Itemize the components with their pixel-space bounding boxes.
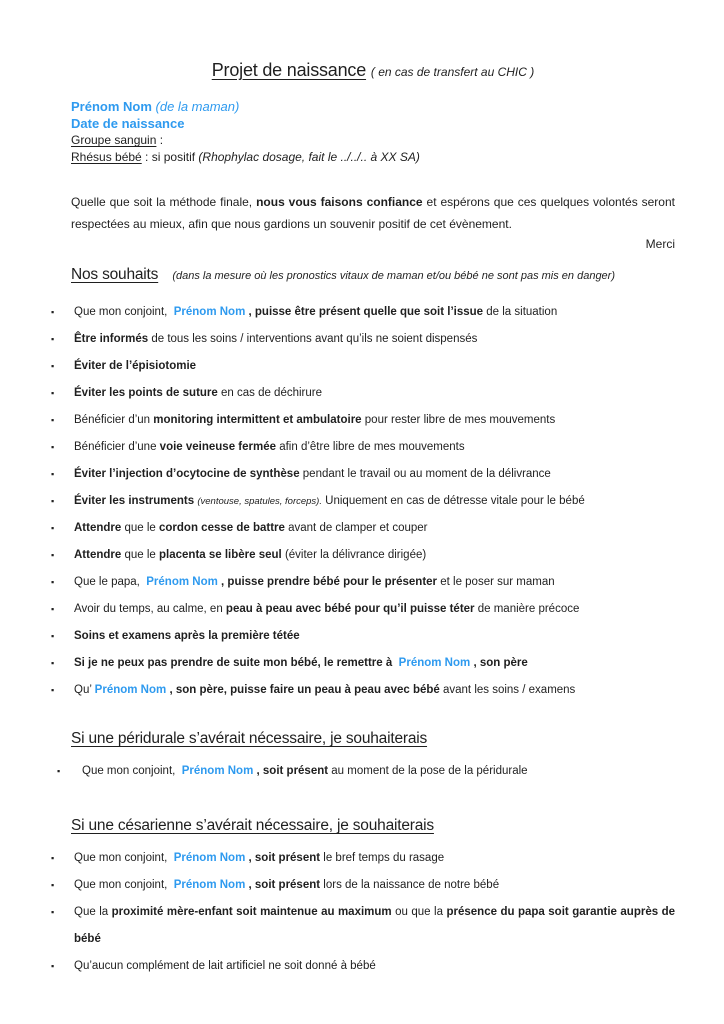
text-run: avant de clamper et couper <box>284 522 428 534</box>
text-run: (ventouse, spatules, forceps). <box>197 496 322 507</box>
section-wishes-heading <box>71 264 675 287</box>
text-run: et espérons que ces quelques volontés seront respectées au mieux, afin que nous gardions un souvenir positif de cet évènement. <box>71 195 675 231</box>
text-run: Que mon conjoint, <box>82 765 182 777</box>
intro-paragraph <box>71 192 675 235</box>
wish-item <box>74 677 675 704</box>
section-epidural-title: Si une péridurale s’avérait nécessaire, je souhaiterais <box>71 730 428 747</box>
text-run: pour rester libre de mes mouvements <box>361 414 556 426</box>
blood-group-label: Groupe sanguin <box>71 133 157 147</box>
text-run: monitoring intermittent et ambulatoire <box>153 414 362 426</box>
text-run: Bénéficier d’un <box>74 414 154 426</box>
wish-item <box>74 380 675 407</box>
text-run: Qu’ <box>74 684 95 696</box>
wish-item <box>74 845 675 872</box>
text-run: au moment de la pose de la péridurale <box>328 765 528 777</box>
wishes-list <box>71 299 675 704</box>
mother-name-line <box>71 98 675 115</box>
text-run: que le <box>121 522 160 534</box>
name-placeholder: Prénom Nom <box>398 657 471 669</box>
text-run: , soit présent <box>245 852 321 864</box>
wish-item <box>74 953 675 980</box>
title-text: Projet de naissance <box>211 60 367 80</box>
text-run: Éviter l’injection d’ocytocine de synthèse <box>74 468 300 480</box>
text-run: de la situation <box>483 306 558 318</box>
name-placeholder: Prénom Nom <box>94 684 167 696</box>
name-placeholder: Prénom Nom <box>173 852 246 864</box>
rhesus-label: Rhésus bébé <box>71 150 142 164</box>
text-run: Que mon conjoint, <box>74 879 174 891</box>
title-note: ( en cas de transfert au CHIC ) <box>370 65 535 79</box>
text-run: , soit présent <box>245 879 321 891</box>
wish-item <box>74 326 675 353</box>
epidural-list <box>71 758 675 785</box>
wish-item <box>74 407 675 434</box>
text-run: nous vous faisons confiance <box>256 195 423 209</box>
wish-item <box>74 623 675 650</box>
wish-item <box>74 542 675 569</box>
wish-item <box>74 758 675 785</box>
text-run: Uniquement en cas de détresse vitale pour le bébé <box>321 495 585 507</box>
section-cesarean-heading <box>71 815 675 837</box>
text-run: (éviter la délivrance dirigée) <box>281 549 427 561</box>
section-wishes-title: Nos souhaits <box>71 266 159 283</box>
text-run: Éviter les instruments <box>74 495 198 507</box>
text-run: placenta se libère seul <box>159 549 282 561</box>
signoff-text: Merci <box>645 237 675 251</box>
rhesus-line <box>71 149 675 166</box>
document-title <box>71 58 675 84</box>
section-cesarean <box>71 815 675 980</box>
wish-item <box>74 299 675 326</box>
text-run: afin d’être libre de mes mouvements <box>276 441 465 453</box>
text-run: Éviter de l’épisiotomie <box>74 360 197 372</box>
text-run: Bénéficier d’une <box>74 441 160 453</box>
name-placeholder: Prénom Nom <box>146 576 218 588</box>
text-run: le bref temps du rasage <box>320 852 445 864</box>
wish-item <box>74 596 675 623</box>
patient-info-block <box>71 98 675 166</box>
text-run: avant les soins / examens <box>439 684 576 696</box>
text-run: et le poser sur maman <box>437 576 555 588</box>
text-run: lors de la naissance de notre bébé <box>320 879 500 891</box>
text-run: peau à peau avec bébé pour qu’il puisse téter <box>225 603 475 615</box>
text-run: Qu’aucun complément de lait artificiel ne soit donné à bébé <box>74 960 376 972</box>
rhesus-text: : si positif <box>141 150 199 164</box>
text-run: Que mon conjoint, <box>74 306 174 318</box>
wish-item <box>74 353 675 380</box>
wish-item <box>74 461 675 488</box>
section-epidural-heading <box>71 728 675 750</box>
cesarean-list <box>71 845 675 980</box>
section-cesarean-title: Si une césarienne s’avérait nécessaire, je souhaiterais <box>71 817 434 834</box>
wish-item <box>74 569 675 596</box>
text-run: cordon cesse de battre <box>159 522 285 534</box>
blood-group-line <box>71 132 675 149</box>
text-run: , puisse prendre bébé pour le présenter <box>217 576 438 588</box>
wish-item <box>74 899 675 953</box>
text-run: Que le papa, <box>74 576 147 588</box>
text-run: , son père <box>470 657 528 669</box>
text-run: , son père, puisse faire un peau à peau avec bébé <box>166 684 440 696</box>
name-placeholder: Prénom Nom <box>181 765 254 777</box>
text-run: , puisse être présent quelle que soit l’issue <box>245 306 484 318</box>
blood-group-separator: : <box>156 133 164 147</box>
text-run: Attendre <box>74 522 122 534</box>
birthdate-label: Date de naissance <box>71 116 185 131</box>
text-run: Que la <box>74 906 112 918</box>
text-run: pendant le travail ou au moment de la délivrance <box>299 468 551 480</box>
text-run: voie veineuse fermée <box>159 441 277 453</box>
birthdate-line <box>71 115 675 132</box>
text-run: de tous les soins / interventions avant qu’ils ne soient dispensés <box>148 333 478 345</box>
text-run: en cas de déchirure <box>217 387 322 399</box>
text-run: présence du papa soit garantie auprès de bébé <box>74 906 676 945</box>
text-run: , soit présent <box>253 765 329 777</box>
text-run: Soins et examens après la première tétée <box>74 630 300 642</box>
section-wishes <box>71 264 675 704</box>
wish-item <box>74 650 675 677</box>
wish-item <box>74 515 675 542</box>
text-run: Attendre <box>74 549 122 561</box>
text-run: Être informés <box>74 333 149 345</box>
name-placeholder: Prénom Nom <box>173 879 246 891</box>
text-run: de manière précoce <box>474 603 580 615</box>
mother-name: Prénom Nom <box>71 99 152 114</box>
rhesus-note: (Rhophylac dosage, fait le ../../.. à XX SA) <box>198 150 420 164</box>
text-run: Éviter les points de suture <box>74 387 218 399</box>
wish-item <box>74 434 675 461</box>
text-run: proximité mère-enfant soit maintenue au maximum <box>111 906 392 918</box>
text-run: Quelle que soit la méthode finale, <box>71 195 257 209</box>
text-run: Avoir du temps, au calme, en <box>74 603 226 615</box>
text-run: que le <box>121 549 160 561</box>
wish-item <box>74 872 675 899</box>
text-run: Que mon conjoint, <box>74 852 174 864</box>
section-epidural <box>71 728 675 785</box>
wish-item <box>74 488 675 515</box>
mother-name-note: (de la maman) <box>155 99 240 114</box>
section-wishes-note: (dans la mesure où les pronostics vitaux de maman et/ou bébé ne sont pas mis en danger) <box>172 270 616 282</box>
text-run: ou que la <box>391 906 447 918</box>
text-run: Si je ne peux pas prendre de suite mon bébé, le remettre à <box>74 657 399 669</box>
name-placeholder: Prénom Nom <box>173 306 246 318</box>
